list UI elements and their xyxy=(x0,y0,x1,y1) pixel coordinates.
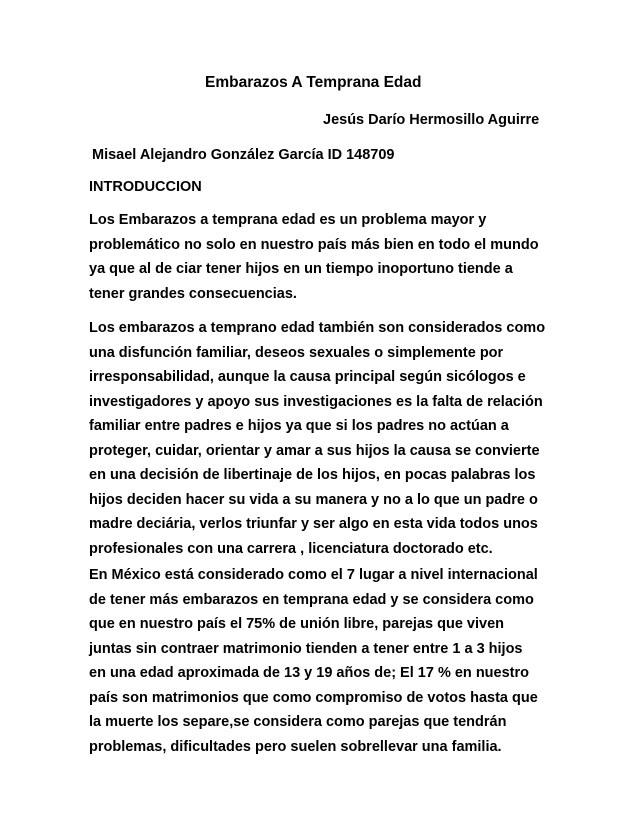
paragraph-line: en una edad aproximada de 13 y 19 años de; El 17 % en nuestro xyxy=(89,665,529,681)
paragraph-3 xyxy=(89,563,559,759)
paragraph-line: En México está considerado como el 7 lugar a nivel internacional xyxy=(89,567,538,583)
paragraph-line: en una decisión de libertinaje de los hijos, en pocas palabras los xyxy=(89,467,536,483)
paragraph-2 xyxy=(89,316,559,561)
paragraph-line: que en nuestro país el 75% de unión libre, parejas que viven xyxy=(89,616,504,632)
paragraph-1 xyxy=(89,208,559,306)
paragraph-line: ya que al de ciar tener hijos en un tiempo inoportuno tiende a xyxy=(89,261,513,277)
paragraph-line: Los embarazos a temprano edad también son considerados como xyxy=(89,320,546,336)
section-heading: INTRODUCCION xyxy=(89,179,202,195)
paragraph-line: juntas sin contraer matrimonio tienden a tener entre 1 a 3 hijos xyxy=(89,640,523,657)
paragraph-line: problemas, dificultades pero suelen sobrellevar una familia. xyxy=(89,738,502,755)
author-secondary: Misael Alejandro González García ID 148709 xyxy=(92,147,395,163)
paragraph-line: madre deciária, verlos triunfar y ser algo en esta vida todos unos xyxy=(89,516,538,532)
paragraph-line: profesionales con una carrera , licenciatura doctorado etc. xyxy=(89,540,493,557)
paragraph-line: hijos deciden hacer su vida a su manera y no a lo que un padre o xyxy=(89,491,538,508)
document-title: Embarazos A Temprana Edad xyxy=(205,74,422,91)
paragraph-line: problemático no solo en nuestro país más bien en todo el mundo xyxy=(89,236,539,253)
paragraph-line: investigadores y apoyo sus investigaciones es la falta de relación xyxy=(89,393,543,410)
paragraph-line: la muerte los separe,se considera como parejas que tendrán xyxy=(89,714,507,730)
paragraph-line: país son matrimonios que como compromiso de votos hasta que xyxy=(89,689,538,706)
paragraph-line: de tener más embarazos en temprana edad y se considera como xyxy=(89,591,534,608)
paragraph-line: Los Embarazos a temprana edad es un problema mayor y xyxy=(89,212,487,228)
paragraph-line: tener grandes consecuencias. xyxy=(89,285,297,302)
paragraph-line: irresponsabilidad, aunque la causa principal según sicólogos e xyxy=(89,369,526,385)
author-primary: Jesús Darío Hermosillo Aguirre xyxy=(323,112,540,128)
paragraph-line: familiar entre padres e hijos ya que si los padres no actúan a xyxy=(89,418,509,434)
paragraph-line: proteger, cuidar, orientar y amar a sus hijos la causa se convierte xyxy=(89,442,540,459)
paragraph-line: una disfunción familiar, deseos sexuales o simplemente por xyxy=(89,344,504,361)
